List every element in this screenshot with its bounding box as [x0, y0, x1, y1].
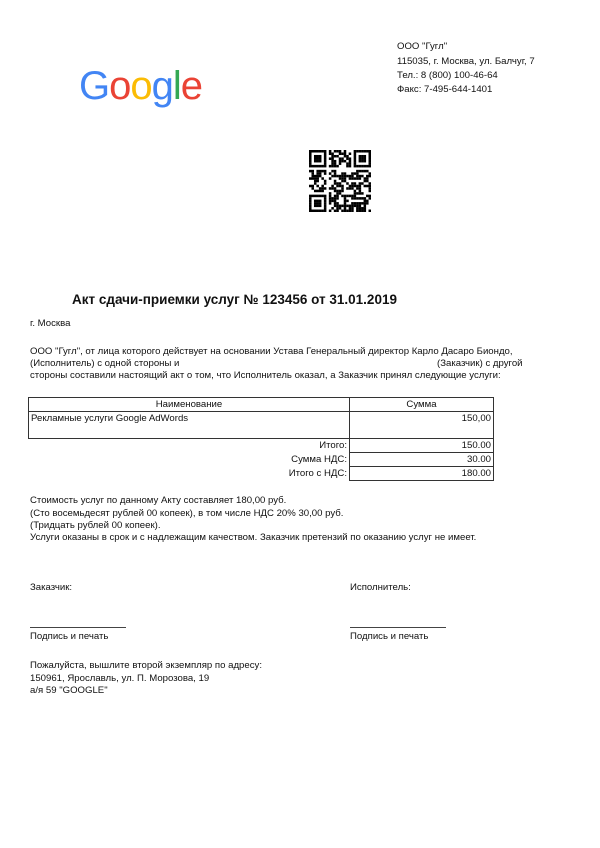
service-sum: 150,00: [350, 412, 494, 439]
vat-label: Сумма НДС:: [291, 454, 347, 465]
logo-letter: G: [79, 64, 110, 108]
vat-row: [29, 453, 494, 467]
city: г. Москва: [30, 318, 71, 329]
table-header: [29, 398, 494, 412]
total-value: 150.00: [350, 439, 494, 453]
intro-line: стороны составили настоящий акт о том, что Исполнитель оказал, а Заказчик принял следующие услуги:: [30, 370, 501, 381]
header-name: Наименование: [29, 398, 350, 412]
intro-line: ООО "Гугл", от лица которого действует на основании Устава Генеральный директор Карло Дасаро Биондо,: [30, 346, 513, 357]
page-title: Акт сдачи-приемки услуг № 123456 от 31.01.2019: [72, 292, 397, 307]
contractor-sign-label: Подпись и печать: [350, 631, 429, 642]
total-with-vat-value: 180.00: [350, 467, 494, 481]
contractor-signature-line: [350, 627, 446, 628]
intro-line: (Заказчик) с другой: [437, 358, 523, 369]
logo-letter: o: [130, 64, 152, 108]
return-address-line: 150961, Ярославль, ул. П. Морозова, 19: [30, 673, 210, 684]
customer-sign-label: Подпись и печать: [30, 631, 109, 642]
services-table: [28, 397, 494, 481]
return-address-line: Пожалуйста, вышлите второй экземпляр по адресу:: [30, 660, 262, 671]
google-logo: [79, 62, 202, 110]
logo-letter: l: [172, 64, 181, 108]
total-with-vat-label: Итого с НДС:: [288, 468, 347, 479]
return-address-line: а/я 59 "GOOGLE": [30, 685, 108, 696]
customer-signature-line: [30, 627, 126, 628]
company-phone: Тел.: 8 (800) 100-46-64: [397, 70, 498, 81]
total-label: Итого:: [319, 440, 347, 452]
summary-line: (Тридцать рублей 00 копеек).: [30, 520, 161, 531]
logo-letter: o: [109, 64, 131, 108]
company-name: ООО "Гугл": [397, 41, 448, 52]
total-with-vat-row: [29, 467, 494, 481]
total-row: [29, 439, 494, 453]
qr-code: [309, 150, 371, 212]
summary-line: (Сто восемьдесят рублей 00 копеек), в том числе НДС 20% 30,00 руб.: [30, 508, 344, 519]
header-sum: Сумма: [350, 398, 494, 412]
summary-line: Стоимость услуг по данному Акту составляет 180,00 руб.: [30, 495, 287, 506]
company-address: 115035, г. Москва, ул. Балчуг, 7: [397, 56, 535, 67]
logo-letter: g: [151, 64, 173, 108]
service-name: Рекламные услуги Google AdWords: [29, 412, 350, 439]
intro-line: (Исполнитель) с одной стороны и: [30, 358, 180, 369]
company-fax: Факс: 7-495-644-1401: [397, 84, 493, 95]
vat-value: 30.00: [350, 453, 494, 467]
logo-letter: e: [180, 64, 203, 108]
customer-label: Заказчик:: [30, 582, 73, 593]
table-row: [29, 412, 494, 439]
contractor-label: Исполнитель:: [350, 582, 411, 593]
summary-line: Услуги оказаны в срок и с надлежащим качеством. Заказчик претензий по оказанию услуг не имеет.: [30, 532, 477, 543]
